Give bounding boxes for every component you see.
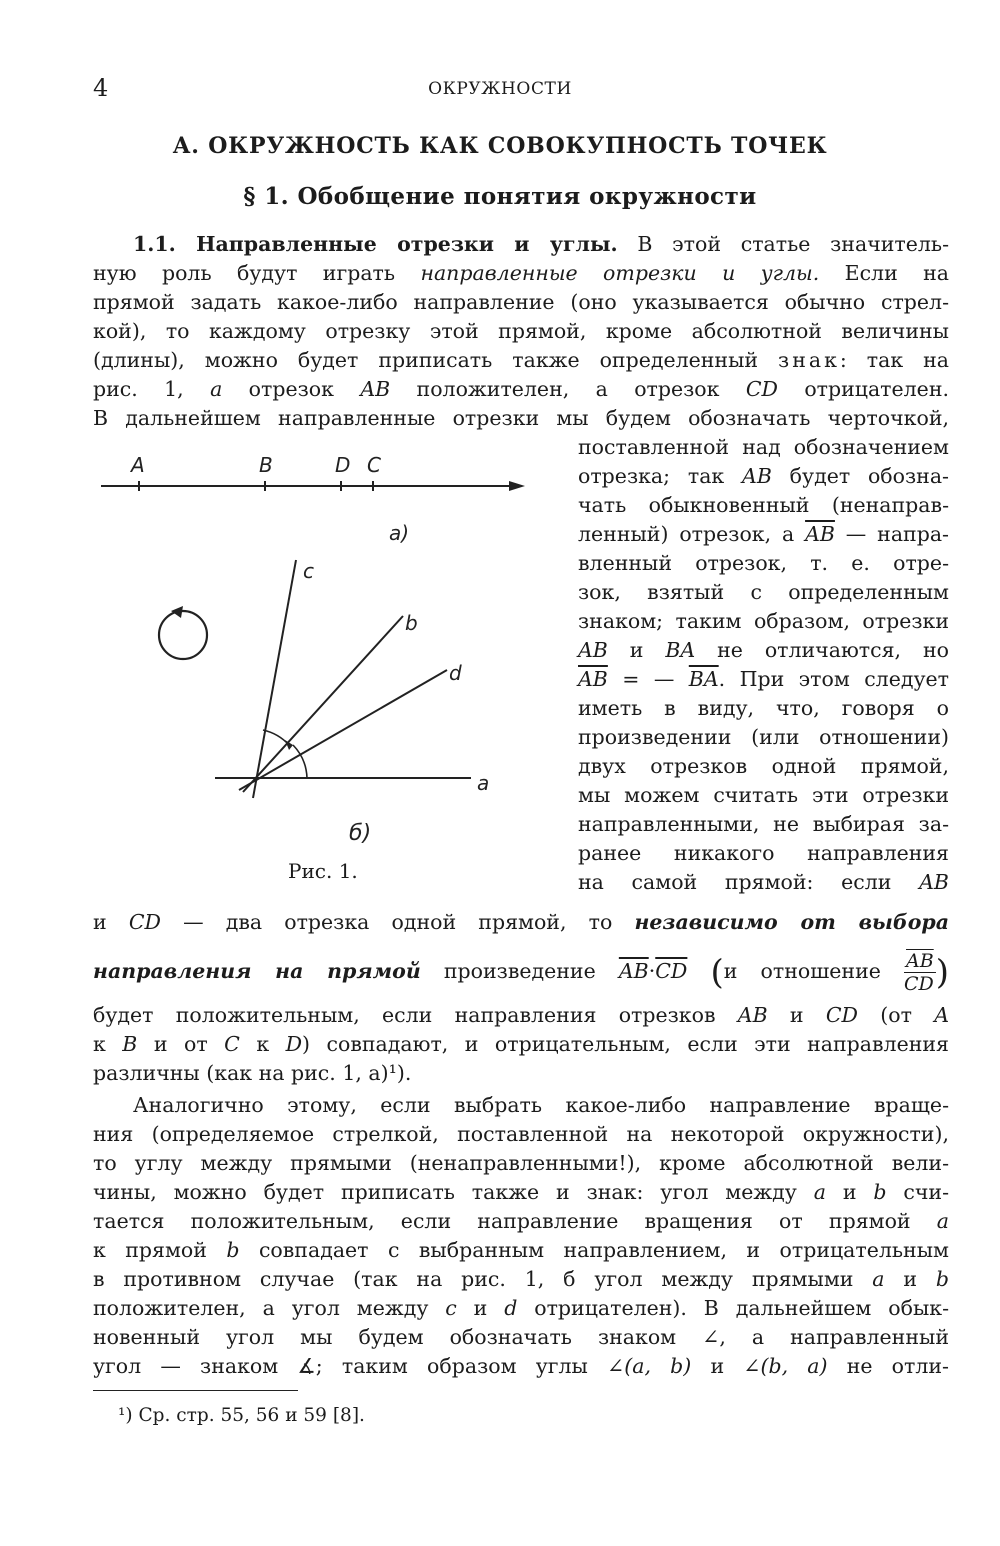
text-line: 1.1. Направленные отрезки и углы. В этой статье значитель- <box>133 232 949 256</box>
page-number: 4 <box>93 74 109 102</box>
text-line: (длины), можно будет приписать также определенный знак: так на <box>93 348 950 372</box>
text-line: ния (определяемое стрелкой, поставленной на некоторой окружности), <box>93 1122 949 1146</box>
angle-arc-c-d <box>263 730 289 745</box>
text-line: ленный) отрезок, а $\overline{AB}$ — напра- <box>578 522 949 546</box>
text-line: чины, можно будет приписать также и знак: угол между a и b счи- <box>93 1180 949 1204</box>
line-d <box>239 670 447 790</box>
angle-symbol: ∠ <box>702 1325 720 1349</box>
footnote: ¹) Ср. стр. 55, 56 и 59 [8]. <box>118 1405 365 1426</box>
subfigure-a-label: a) <box>389 521 410 545</box>
text-line: ную роль будут играть направленные отрезки и углы. Если на <box>93 261 950 285</box>
ray-label-d: d <box>449 661 462 685</box>
text-line: тается положительным, если направление вращения от прямой a <box>93 1209 949 1233</box>
text-line: ранее никакого направления <box>578 841 949 865</box>
text-line: Аналогично этому, если выбрать какое-либо направление враще- <box>133 1093 949 1117</box>
label-a: A <box>131 453 145 477</box>
text-line: на самой прямой: если AB <box>578 870 949 894</box>
part-title: А. ОКРУЖНОСТЬ КАК СОВОКУПНОСТЬ ТОЧЕК <box>172 133 828 159</box>
label-d: D <box>335 453 351 477</box>
ratio-fraction: $\frac{\overline{AB}}{CD}$ <box>904 950 934 995</box>
text-line: в противном случае (так на рис. 1, б угол между прямыми a и b <box>93 1267 949 1291</box>
direction-arrow <box>509 481 525 491</box>
text-line: иметь в виду, что, говоря о <box>578 696 949 720</box>
subfigure-b-label: б) <box>349 821 372 846</box>
text-line: $\overline{AB}$ = — $\overline{BA}$. При этом следует <box>578 667 949 691</box>
footnote-rule <box>93 1390 298 1391</box>
ray-label-a: a <box>477 771 490 795</box>
text-line: к прямой b совпадает с выбранным направлением, и отрицательным <box>93 1238 949 1262</box>
figure-1 <box>93 440 563 880</box>
rotation-arrow <box>171 606 183 618</box>
label-c: C <box>367 453 381 477</box>
text-line: двух отрезков одной прямой, <box>578 754 949 778</box>
text-line: отрезка; так AB будет обозна- <box>578 464 949 488</box>
text-line: положителен, а угол между c и d отрицателен). В дальнейшем обык- <box>93 1296 950 1320</box>
text-line: чать обыкновенный (ненаправ- <box>578 493 949 517</box>
ray-label-b: b <box>405 611 418 635</box>
label-b: B <box>259 453 273 477</box>
text-line: угол — знаком ∡; таким образом углы ∠(a, b) и ∠(b, a) не отли- <box>93 1354 949 1378</box>
section-title: § 1. Обобщение понятия окружности <box>243 183 757 210</box>
text-line: поставленной над обозначением <box>578 435 949 459</box>
line-c <box>253 560 296 798</box>
text-line: к B и от C к D) совпадают, и отрицательным, если эти направления <box>93 1032 949 1056</box>
text-line: знаком; таким образом, отрезки <box>578 609 949 633</box>
ray-label-c: c <box>303 559 314 583</box>
running-header: ОКРУЖНОСТИ <box>428 79 572 99</box>
text-line: направления на прямой произведение $\overline{AB}\cdot\overline{CD}$ (и отношение $\frac{\overline{AB}}{CD}$ ) <box>93 950 949 995</box>
figure-caption: Рис. 1. <box>288 859 358 883</box>
text-line: будет положительным, если направления отрезков AB и CD (от A <box>93 1003 949 1027</box>
line-b <box>243 616 403 792</box>
text-line: мы можем считать эти отрезки <box>578 783 949 807</box>
text-line: рис. 1, а отрезок AB положителен, а отрезок CD отрицателен. <box>93 377 949 401</box>
text-line: AB и BA не отличаются, но <box>578 638 949 662</box>
text-line: новенный угол мы будем обозначать знаком ∠, а направленный <box>93 1325 949 1349</box>
text-line: и CD — два отрезка одной прямой, то независимо от выбора <box>93 910 950 934</box>
text-line: В дальнейшем направленные отрезки мы будем обозначать черточкой, <box>93 406 949 430</box>
text-line: прямой задать какое-либо направление (оно указывается обычно стрел- <box>93 290 949 314</box>
text-line: направленными, не выбирая за- <box>578 812 949 836</box>
directed-angle-symbol: ∡ <box>297 1354 316 1378</box>
text-line: зок, взятый с определенным <box>578 580 949 604</box>
text-line: кой), то каждому отрезку этой прямой, кроме абсолютной величины <box>93 319 949 343</box>
text-line: произведении (или отношении) <box>578 725 949 749</box>
angle-arc-a-b <box>293 745 307 778</box>
text-line: различны (как на рис. 1, а)¹). <box>93 1061 412 1085</box>
text-line: то углу между прямыми (ненаправленными!), кроме абсолютной вели- <box>93 1151 949 1175</box>
rotation-circle <box>159 611 207 659</box>
text-line: вленный отрезок, т. е. отре- <box>578 551 949 575</box>
